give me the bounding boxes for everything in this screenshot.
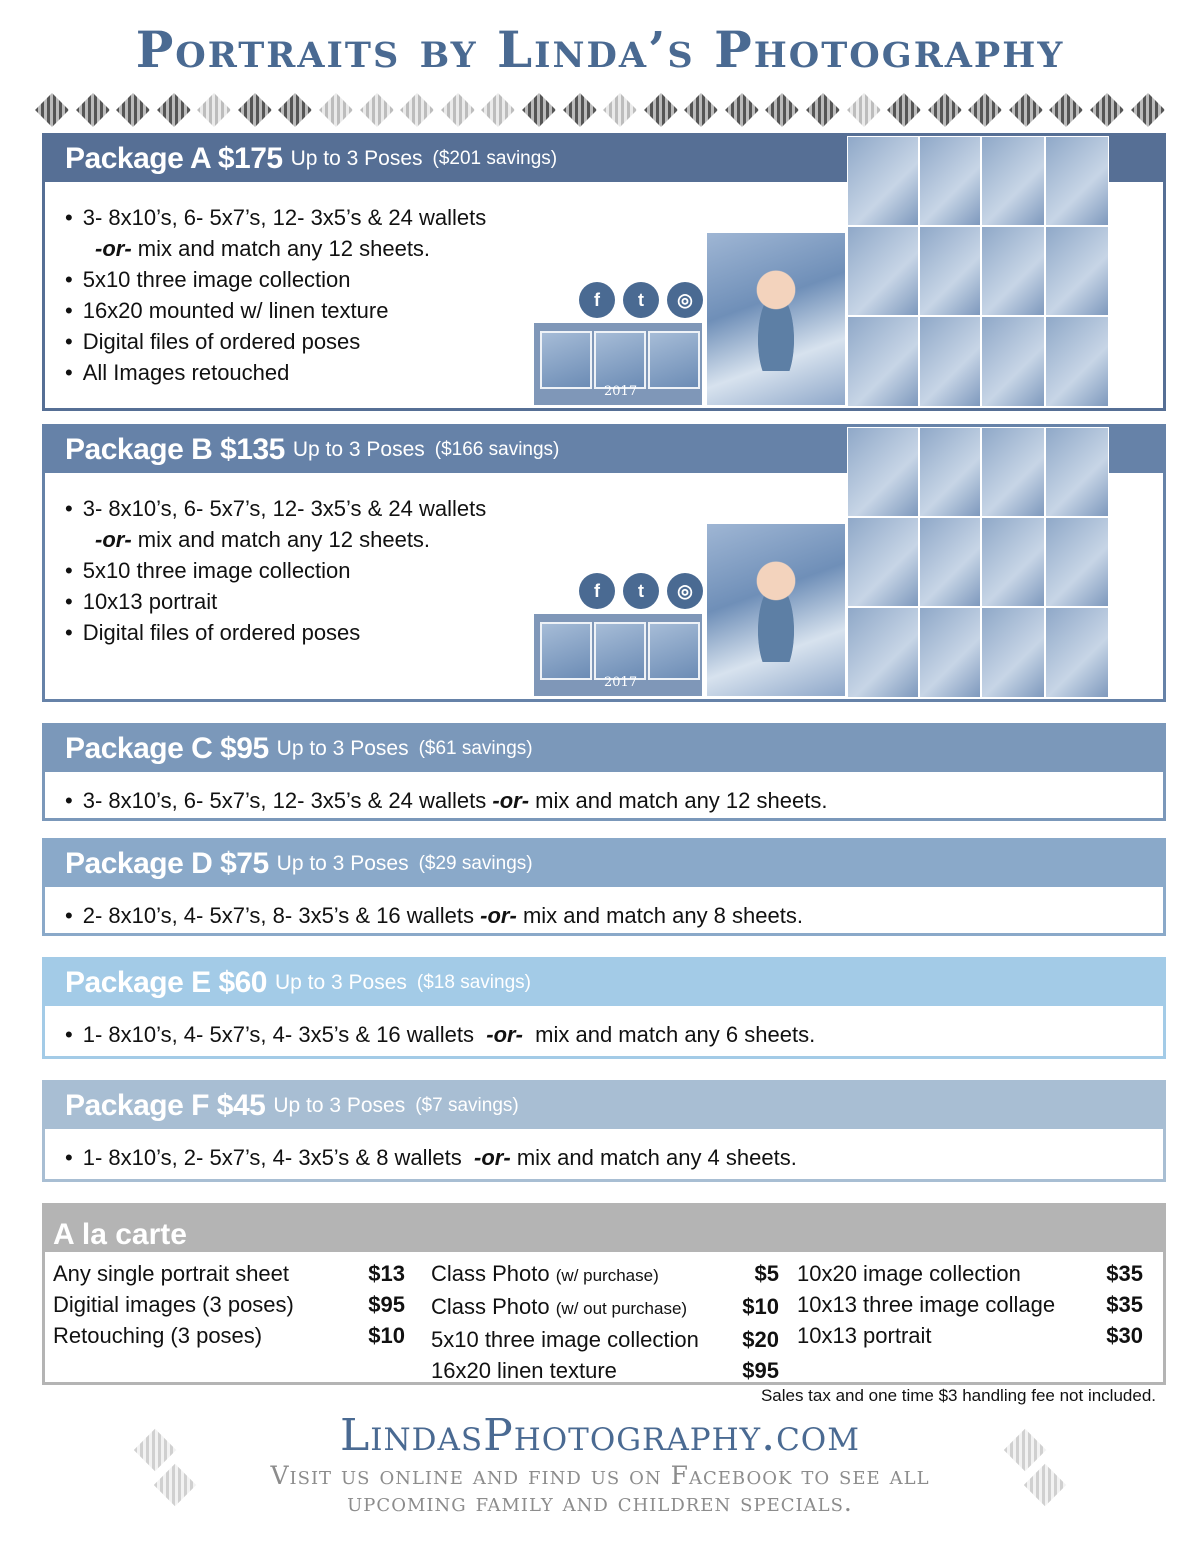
carte-item-price: $13 [368, 1261, 405, 1286]
photo-sheet [847, 607, 919, 698]
package-savings: ($61 savings) [418, 738, 533, 759]
website-link[interactable]: LindasPhotography.com [340, 1410, 860, 1461]
package-e [42, 957, 1166, 1059]
page-title: Portraits by Linda’s Photography [135, 20, 1065, 79]
carte-item-label [431, 1291, 687, 1324]
photo-sheet [1045, 316, 1109, 407]
package-item: • 16x20 mounted w/ linen texture [65, 295, 1163, 326]
carte-item-price: $95 [368, 1292, 405, 1317]
visit-message [0, 1462, 1200, 1516]
package-savings: ($166 savings) [434, 439, 560, 460]
package-poses: Up to 3 Poses [273, 1094, 406, 1117]
package-poses: Up to 3 Poses [275, 971, 407, 994]
or-text: -or- [95, 527, 132, 552]
package-item-alt-text: mix and match any 4 sheets. [516, 1145, 797, 1170]
carte-row [797, 1289, 1143, 1320]
photo-sheet [981, 517, 1045, 607]
photo-sheet [919, 226, 981, 316]
photo-sheet [1045, 136, 1109, 226]
carte-item-price: $10 [368, 1323, 405, 1348]
carte-item-label: 10x13 portrait [797, 1323, 932, 1348]
photo-sheet [919, 517, 981, 607]
carte-row [431, 1291, 779, 1324]
package-poses: Up to 3 Poses [276, 852, 409, 875]
carte-column-1 [53, 1258, 405, 1351]
visit-line-2: upcoming family and children specials. [347, 1488, 853, 1517]
twitter-icon[interactable]: t [623, 573, 659, 609]
carte-item-price: $95 [742, 1358, 779, 1383]
package-item-alt-text: mix and match any 12 sheets. [137, 527, 431, 552]
social-icons[interactable] [579, 282, 703, 318]
carte-item-label: Digitial images (3 poses) [53, 1292, 294, 1317]
carte-item-price: $20 [742, 1327, 779, 1352]
portrait-photo [705, 522, 847, 698]
carte-item-label: 5x10 three image collection [431, 1327, 699, 1352]
package-d [42, 838, 1166, 936]
diamond-ornament [40, 88, 1160, 132]
package-name: Package F $45 [65, 1089, 266, 1122]
carte-row [431, 1355, 779, 1386]
photo-sheet [847, 517, 919, 607]
package-c-header [45, 726, 1163, 772]
package-item-text: 3- 8x10’s, 6- 5x7’s, 12- 3x5’s & 24 wallets [82, 788, 487, 813]
package-item: • Digital files of ordered poses [65, 326, 1163, 357]
photo-sheet [847, 136, 919, 226]
carte-item-label: Any single portrait sheet [53, 1261, 290, 1286]
package-item-text: 1- 8x10’s, 4- 5x7’s, 4- 3x5’s & 16 wallets [82, 1022, 475, 1047]
photo-sheet [1045, 517, 1109, 607]
package-item [45, 772, 1163, 814]
package-f-header [45, 1083, 1163, 1129]
package-b [42, 424, 1166, 702]
package-item-text: 2- 8x10’s, 4- 5x7’s, 8- 3x5’s & 16 wallets [82, 903, 475, 928]
carte-row [53, 1289, 405, 1320]
package-item: • 3- 8x10’s, 6- 5x7’s, 12- 3x5’s & 24 wallets [65, 202, 1163, 233]
package-item: • 10x13 portrait [65, 586, 1163, 617]
carte-item-name: Class Photo [431, 1294, 550, 1319]
twitter-icon[interactable]: t [623, 282, 659, 318]
facebook-icon[interactable]: f [579, 282, 615, 318]
instagram-icon[interactable]: ◎ [667, 573, 703, 609]
carte-item-sub: (w/ out purchase) [555, 1299, 688, 1318]
photo-sheet [981, 316, 1045, 407]
package-name: Package C $95 [65, 732, 269, 765]
carte-row [797, 1320, 1143, 1351]
package-item-alt-text: mix and match any 8 sheets. [522, 903, 803, 928]
package-savings: ($18 savings) [416, 972, 531, 993]
package-item: • 5x10 three image collection [65, 264, 1163, 295]
photo-sheet [981, 226, 1045, 316]
collage-year: 2017 [604, 675, 638, 690]
photo-sheet [1045, 226, 1109, 316]
photo-sheet [1045, 607, 1109, 698]
carte-item-label [431, 1258, 659, 1291]
carte-column-3 [797, 1258, 1143, 1351]
photo-sheet [919, 136, 981, 226]
package-name: Package A $175 [65, 142, 283, 175]
package-d-header [45, 841, 1163, 887]
package-poses: Up to 3 Poses [292, 438, 425, 461]
collage-strip [533, 613, 703, 697]
or-text: -or- [480, 903, 517, 928]
carte-row [431, 1258, 779, 1291]
package-item: • Digital files of ordered poses [65, 617, 1163, 648]
facebook-icon[interactable]: f [579, 573, 615, 609]
collage-year: 2017 [604, 384, 638, 399]
carte-row [53, 1258, 405, 1289]
package-poses: Up to 3 Poses [290, 147, 423, 170]
carte-row [431, 1324, 779, 1355]
instagram-icon[interactable]: ◎ [667, 282, 703, 318]
photo-sheet [919, 316, 981, 407]
carte-item-label: 10x20 image collection [797, 1261, 1021, 1286]
photo-sheet [981, 427, 1045, 517]
collage-strip [533, 322, 703, 406]
photo-sheet [981, 607, 1045, 698]
package-item [45, 1006, 1163, 1048]
or-text: -or- [474, 1145, 511, 1170]
carte-item-name: Class Photo [431, 1261, 550, 1286]
package-item-text: 1- 8x10’s, 2- 5x7’s, 4- 3x5’s & 8 wallets [82, 1145, 462, 1170]
photo-sheet [847, 427, 919, 517]
or-text: -or- [486, 1022, 523, 1047]
a-la-carte [42, 1203, 1166, 1385]
package-name: Package D $75 [65, 847, 269, 880]
tax-note: Sales tax and one time $3 handling fee not included. [760, 1386, 1156, 1405]
package-c [42, 723, 1166, 821]
package-f [42, 1080, 1166, 1182]
carte-item-price: $30 [1106, 1323, 1143, 1348]
package-poses: Up to 3 Poses [276, 737, 409, 760]
package-savings: ($201 savings) [432, 148, 558, 169]
carte-item-sub: (w/ purchase) [555, 1266, 659, 1285]
package-a [42, 133, 1166, 411]
package-item [45, 887, 1163, 929]
package-e-header [45, 960, 1163, 1006]
photo-sheet [847, 226, 919, 316]
carte-column-2 [431, 1258, 779, 1386]
package-name: Package B $135 [65, 433, 285, 466]
social-icons[interactable] [579, 573, 703, 609]
package-item: • 3- 8x10’s, 6- 5x7’s, 12- 3x5’s & 24 wallets [65, 493, 1163, 524]
carte-row [53, 1320, 405, 1351]
package-item [45, 1129, 1163, 1171]
carte-item-label: 10x13 three image collage [797, 1292, 1056, 1317]
package-item-alt-text: mix and match any 6 sheets. [535, 1022, 816, 1047]
package-item-alt-text: mix and match any 12 sheets. [535, 788, 828, 813]
photo-sheet [919, 427, 981, 517]
visit-line-1: Visit us online and find us on Facebook to see all [270, 1461, 930, 1490]
carte-item-price: $10 [742, 1294, 779, 1319]
carte-row [797, 1258, 1143, 1289]
portrait-photo [705, 231, 847, 407]
carte-item-price: $5 [754, 1261, 779, 1286]
carte-item-label: Retouching (3 poses) [53, 1323, 263, 1348]
package-savings: ($7 savings) [415, 1095, 519, 1116]
photo-sheet [1045, 427, 1109, 517]
photo-sheet [919, 607, 981, 698]
package-name: Package E $60 [65, 966, 267, 999]
or-text: -or- [492, 788, 530, 813]
carte-item-price: $35 [1106, 1261, 1143, 1286]
carte-item-price: $35 [1106, 1292, 1143, 1317]
package-item: • All Images retouched [65, 357, 1163, 388]
carte-item-label: 16x20 linen texture [431, 1358, 617, 1383]
photo-sheet [847, 316, 919, 407]
package-item: • 5x10 three image collection [65, 555, 1163, 586]
package-item-alt-text: mix and match any 12 sheets. [137, 236, 431, 261]
package-savings: ($29 savings) [418, 853, 533, 874]
photo-sheet [981, 136, 1045, 226]
or-text: -or- [95, 236, 132, 261]
carte-title: A la carte [45, 1206, 1163, 1252]
